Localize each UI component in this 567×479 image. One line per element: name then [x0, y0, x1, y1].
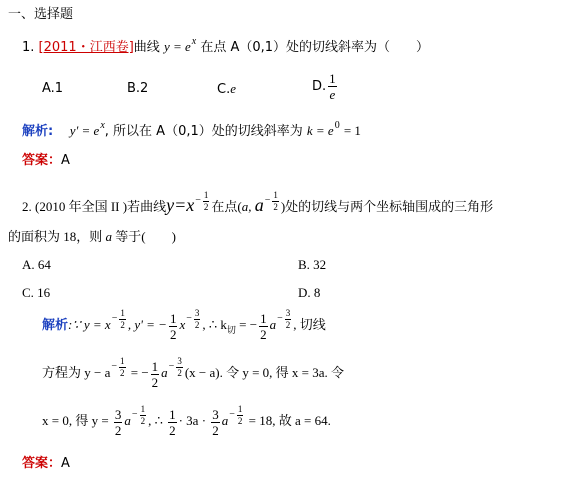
q1-option-d: D. $\frac{1}{e}$ — [312, 71, 336, 102]
q2-option-c: C. 16 — [22, 285, 51, 300]
q1-number: 1. — [22, 40, 35, 55]
q2-option-a: A. 64 — [22, 257, 51, 272]
q1-stem — [22, 38, 429, 58]
section-heading: 一、选择题 — [8, 7, 74, 22]
q2-stem-line2: 的面积为 18，则 a 等于( ) — [8, 229, 176, 244]
q2-answer-label: 答案： — [22, 456, 62, 471]
q1-option-a: A.1 — [42, 81, 64, 96]
q2-stem-line1: 2. (2010 年全国 II )若曲线y=x − $\frac{1}{2}$ 在点(a, a − $\frac{1}{2}$ )处的切线与两个坐标轴围成的三角形 — [22, 190, 493, 224]
q2-solution-line2: 方程为 y − a − $\frac{1}{2}$ = − $\frac{1}{2}$ a − $\frac{3}{2}$ (x − a). 令 y = 0, 得 x = 3a. 令 — [42, 355, 345, 390]
q1-stem-b: 在点 A（0,1）处的切线斜率为（ ） — [200, 40, 430, 55]
q2-curve-exponent: − $\frac{1}{2}$ — [195, 189, 209, 212]
q2-solution-line1: 解析:∵ y = x − $\frac{1}{2}$ , y' = − $\frac{1}{2}$ x − $\frac{3}{2}$ , ∴ $k_切$ = − $\frac{1}{2}$ a − $\frac{3}{2}$ , 切线 — [42, 307, 326, 342]
q1-solution-label: 解析: — [22, 124, 54, 139]
q1-stem-a: 曲线 — [133, 40, 160, 55]
q1-answer-value: A — [61, 153, 70, 168]
q2-point-exponent: − $\frac{1}{2}$ — [264, 189, 278, 212]
q1-curve-exp: x — [191, 36, 197, 47]
q1-curve-eq: y = e — [163, 39, 191, 54]
q1-option-b: B.2 — [127, 81, 149, 96]
q2-solution-line3: x = 0, 得 y = $\frac{3}{2}$ a − $\frac{1}{2}$ , ∴ $\frac{1}{2}$ · 3a · $\frac{3}{2}$ a − $\frac{1}{2}$ = 18, 故 a = 64. — [42, 403, 331, 438]
q2-option-d: D. 8 — [298, 285, 321, 300]
q1-answer-label: 答案： — [22, 153, 62, 168]
q1-option-d-fraction: $\frac{1}{e}$ — [329, 71, 336, 102]
q2-solution-label: 解析 — [42, 318, 69, 333]
q1-option-c: C.e — [217, 81, 236, 97]
q1-solution: 解析: $y' = e^x$, 所以在 A（0,1）处的切线斜率为 $k = e^0 = 1$ — [22, 120, 361, 139]
q2-option-b: B. 32 — [298, 257, 327, 272]
q1-source-link[interactable]: [2011・江西卷] — [38, 40, 134, 55]
q2-answer-value: A — [61, 456, 70, 471]
q2-answer — [22, 455, 70, 473]
q1-answer — [22, 152, 70, 170]
